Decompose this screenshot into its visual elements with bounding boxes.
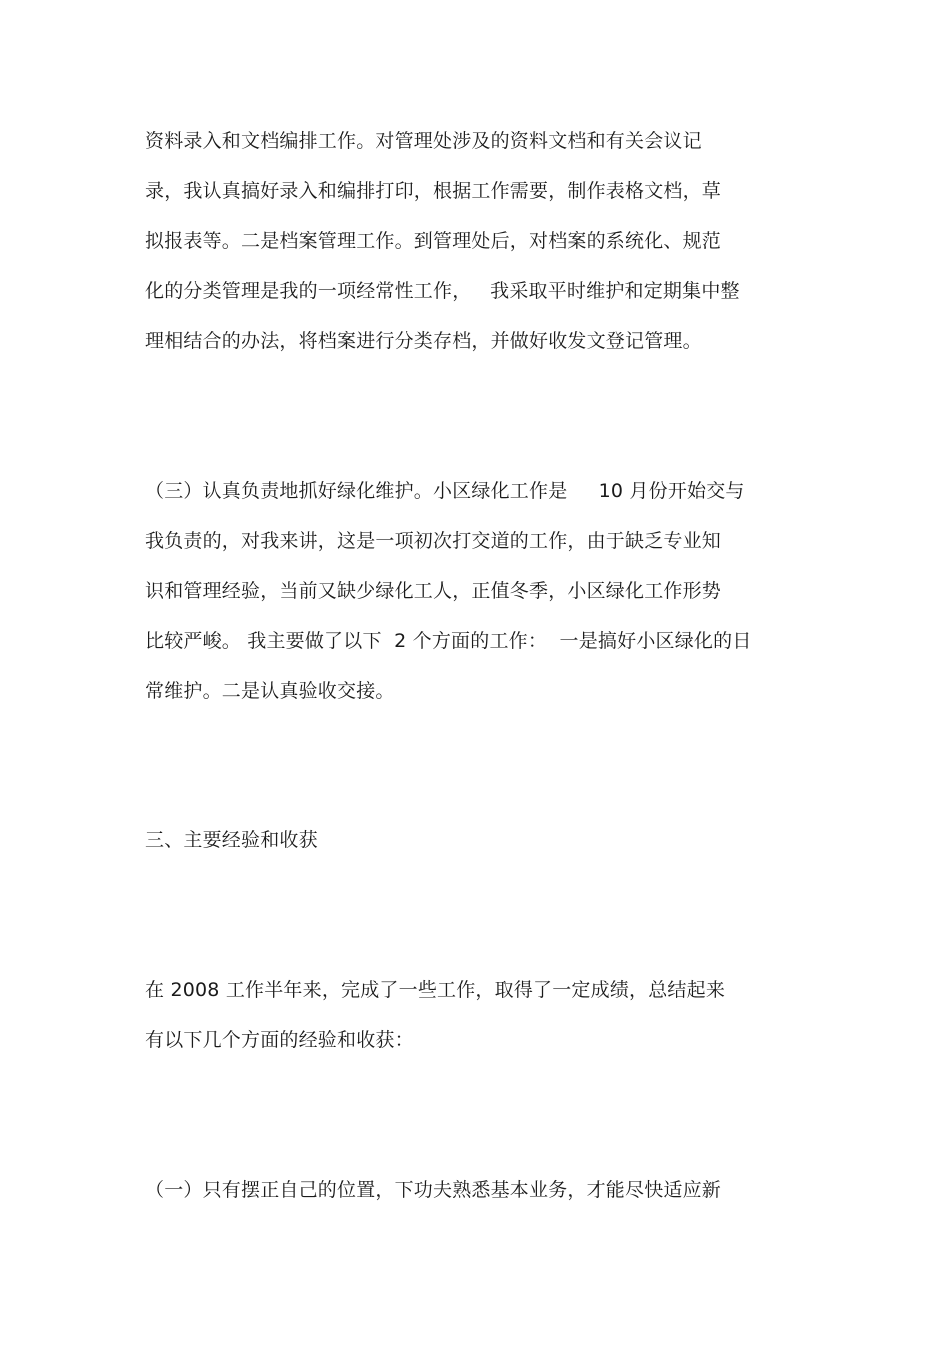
paragraph-line: 识和管理经验，当前又缺少绿化工人，正值冬季，小区绿化工作形势 [145, 580, 722, 602]
paragraph-line: 资料录入和文档编排工作。对管理处涉及的资料文档和有关会议记 [145, 130, 702, 152]
paragraph-line: （三）认真负责地抓好绿化维护。小区绿化工作是 10 月份开始交与 [145, 480, 745, 502]
paragraph-line: 化的分类管理是我的一项经常性工作， 我采取平时维护和定期集中整 [145, 280, 740, 302]
paragraph-line: 我负责的，对我来讲，这是一项初次打交道的工作，由于缺乏专业知 [145, 530, 722, 552]
paragraph-line: 比较严峻。 我主要做了以下 2 个方面的工作： 一是搞好小区绿化的日 [145, 630, 752, 652]
section-heading: 三、主要经验和收获 [145, 829, 318, 851]
paragraph-line: 录，我认真搞好录入和编排打印，根据工作需要，制作表格文档，草 [145, 180, 722, 202]
paragraph-line: （一）只有摆正自己的位置，下功夫熟悉基本业务，才能尽快适应新 [145, 1179, 722, 1201]
paragraph-line: 常维护。二是认真验收交接。 [145, 680, 395, 702]
paragraph-line: 在 2008 工作半年来，完成了一些工作，取得了一定成绩，总结起来 [145, 979, 726, 1001]
paragraph-line: 拟报表等。二是档案管理工作。到管理处后，对档案的系统化、规范 [145, 230, 722, 252]
paragraph-line: 有以下几个方面的经验和收获： [145, 1029, 414, 1051]
paragraph-line: 理相结合的办法，将档案进行分类存档，并做好收发文登记管理。 [145, 330, 702, 352]
